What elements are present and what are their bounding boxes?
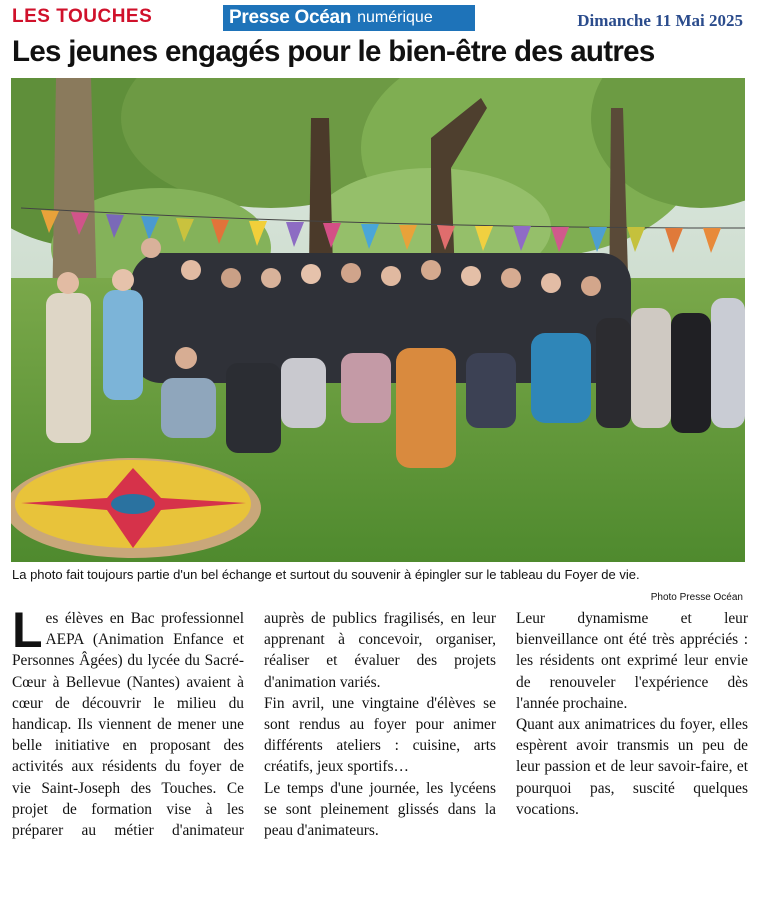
- article-paragraph: Fin avril, une vingtaine d'élèves se sont rendus au foyer pour animer différents ateliers : cuisine, arts créatifs, jeux sportifs…: [264, 694, 496, 776]
- article-headline: Les jeunes engagés pour le bien-être des autres: [12, 35, 655, 68]
- group-photo: [11, 78, 745, 562]
- article-paragraph: Le temps d'une journée, les lycéens se sont pleinement glissés dans la peau d'animateurs.: [264, 779, 496, 840]
- article-paragraph: Leur dynamisme et leur bienveillance ont été très appréciés : les résidents ont exprimé leur envie de renouveler l'expérience dès l'année prochaine.: [516, 610, 748, 712]
- section-rubric: LES TOUCHES: [12, 6, 153, 27]
- article-paragraph-text: es élèves en Bac professionnel AEPA (Animation Enfance et Personnes Âgées) du lycée du Sacré-Cœur à Bellevue (Nantes) avaient à cœur de découvrir le milieu du handicap. Ils viennent de mener une belle initiative en proposant des activités aux résidents du foyer de vie Saint-Joseph des Touches. Ce projet de formation vise à les préparer au métier d'animateur auprès de publics fragilisés, en leur apprenant à concevoir, organiser, réaliser et évaluer des projets d'animation variés.: [12, 610, 496, 840]
- masthead-brand: Presse Océan: [229, 7, 352, 28]
- group-photo-illustration: [11, 78, 745, 562]
- page-header: [0, 0, 757, 36]
- article-paragraph: Quant aux animatrices du foyer, elles espèrent avoir transmis un peu de leur passion et de leur savoir-faire, et pourquoi pas, suscité quelques vocations.: [516, 716, 748, 818]
- photo-credit: Photo Presse Océan: [650, 592, 743, 603]
- masthead-logo: [223, 5, 475, 31]
- drop-cap: L: [12, 602, 43, 658]
- masthead-edition: numérique: [357, 9, 433, 26]
- photo-caption: La photo fait toujours partie d'un bel échange et surtout du souvenir à épingler sur le tableau du Foyer de vie.: [12, 567, 640, 582]
- article-body: [12, 602, 748, 903]
- issue-date: Dimanche 11 Mai 2025: [577, 11, 743, 30]
